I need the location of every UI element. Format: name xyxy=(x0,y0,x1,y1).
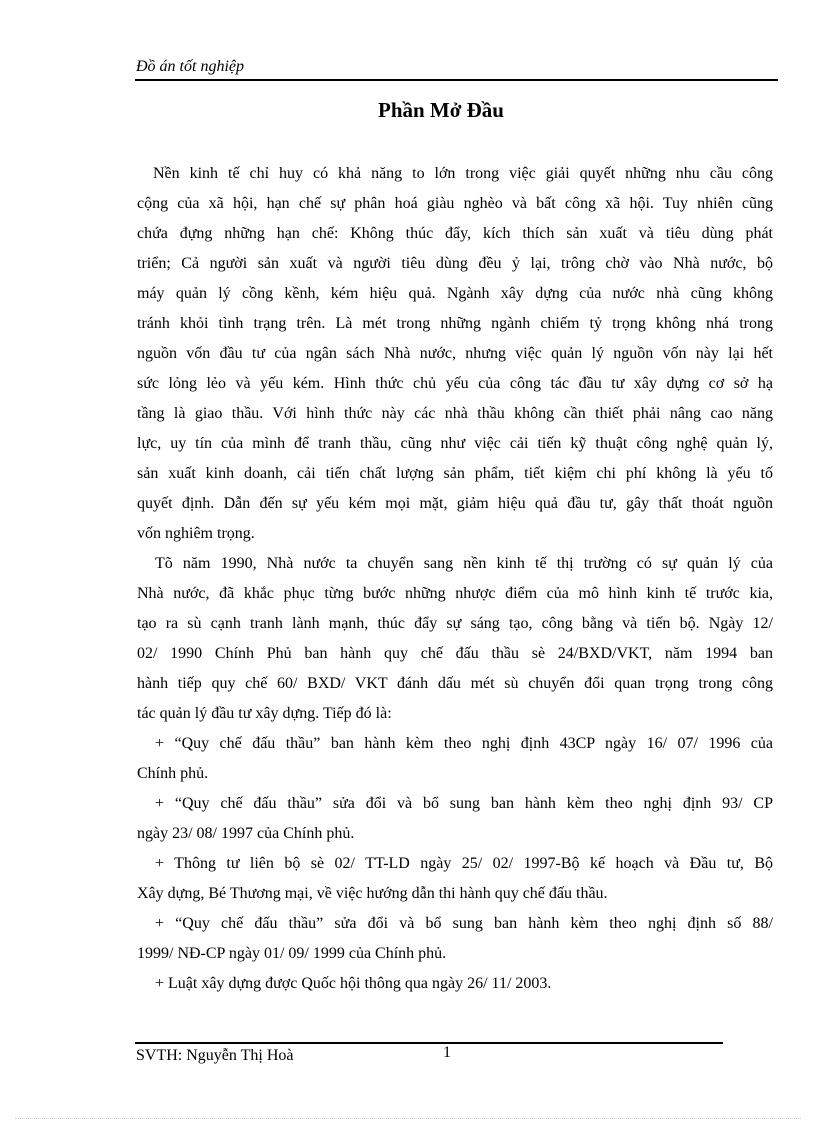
text-line: + “Quy chế đấu thầu” ban hành kèm theo nghị định 43CP ngày 16/ 07/ 1996 của xyxy=(155,735,773,752)
text-line: Tõ năm 1990, Nhà nước ta chuyển sang nền kinh tế thị trường có sự quản lý của xyxy=(155,555,773,572)
paragraph xyxy=(137,789,773,849)
text-line: + “Quy chế đấu thầu” sửa đổi và bổ sung ban hành kèm theo nghị định số 88/ xyxy=(155,915,773,932)
text-line: tầng là giao thầu. Với hình thức này các nhà thầu không cần thiết phải nâng cao năng xyxy=(137,405,773,422)
text-line: triển; Cả người sản xuất và người tiêu dùng đều ỷ lại, trông chờ vào Nhà nước, bộ xyxy=(137,255,773,272)
text-line: Nhà nước, đã khắc phục từng bước những nhược điểm của mô hình kinh tế trước kia, xyxy=(137,585,773,602)
paragraph xyxy=(137,729,773,789)
paragraph xyxy=(137,969,773,999)
running-header: Đồ án tốt nghiệp xyxy=(136,58,244,75)
text-line: hành tiếp quy chế 60/ BXD/ VKT đánh dấu mét sù chuyển đổi quan trọng trong công xyxy=(137,675,773,692)
text-line: ngày 23/ 08/ 1997 của Chính phủ. xyxy=(137,825,355,842)
text-line: nguồn vốn đầu tư của ngân sách Nhà nước, nhưng việc quản lý nguồn vốn này lại hết xyxy=(137,345,773,362)
text-line: 02/ 1990 Chính Phủ ban hành quy chế đấu thầu sè 24/BXD/VKT, năm 1994 ban xyxy=(137,645,773,662)
page-title: Phần Mở Đầu xyxy=(378,98,504,122)
paragraph xyxy=(137,909,773,969)
text-line: chứa đựng những hạn chế: Không thúc đẩy, kích thích sản xuất và tiêu dùng phát xyxy=(137,225,773,242)
text-line: cộng của xã hội, hạn chế sự phân hoá giàu nghèo và bất công xã hội. Tuy nhiên cũng xyxy=(137,195,773,212)
text-line: sản xuất kinh doanh, cải tiến chất lượng sản phẩm, tiết kiệm chi phí không là yếu tố xyxy=(137,465,773,482)
footer-rule xyxy=(135,1042,723,1044)
text-line: quyết định. Dẫn đến sự yếu kém mọi mặt, giảm hiệu quả đầu tư, gây thất thoát nguồn xyxy=(137,495,773,512)
text-line: + Luật xây dựng được Quốc hội thông qua ngày 26/ 11/ 2003. xyxy=(155,975,552,992)
text-line: tạo ra sù cạnh tranh lành mạnh, thúc đẩy sự sáng tạo, công bằng và tiến bộ. Ngày 12/ xyxy=(137,615,773,632)
paragraph xyxy=(137,159,773,549)
paragraph xyxy=(137,549,773,729)
document-body xyxy=(137,159,773,999)
text-line: + Thông tư liên bộ sè 02/ TT-LD ngày 25/ 02/ 1997-Bộ kế hoạch và Đầu tư, Bộ xyxy=(155,855,773,872)
text-line: lực, uy tín của mình để tranh thầu, cũng như việc cải tiến kỹ thuật công nghệ quản lý, xyxy=(137,435,773,452)
page-edge xyxy=(15,1118,801,1119)
text-line: tác quản lý đầu tư xây dựng. Tiếp đó là: xyxy=(137,705,392,722)
text-line: máy quản lý cồng kềnh, kém hiệu quả. Ngành xây dựng của nước nhà cũng không xyxy=(137,285,773,302)
text-line: tránh khỏi tình trạng trên. Là mét trong những ngành chiếm tỷ trọng không nhá trong xyxy=(137,315,773,332)
paragraph xyxy=(137,849,773,909)
text-line: + “Quy chế đấu thầu” sửa đổi và bổ sung ban hành kèm theo nghị định 93/ CP xyxy=(155,795,773,812)
text-line: sức lỏng lẻo và yếu kém. Hình thức chủ yếu của công tác đầu tư xây dựng cơ sở hạ xyxy=(137,375,773,392)
text-line: 1999/ NĐ-CP ngày 01/ 09/ 1999 của Chính phủ. xyxy=(137,945,447,962)
text-line: Chính phủ. xyxy=(137,765,209,782)
text-line: vốn nghiêm trọng. xyxy=(137,525,255,542)
text-line: Xây dựng, Bé Thương mại, về việc hướng dẫn thi hành quy chế đấu thầu. xyxy=(137,885,608,902)
page-number: 1 xyxy=(443,1044,451,1061)
text-line: Nền kinh tế chỉ huy có khả năng to lớn trong việc giải quyết những nhu cầu công xyxy=(153,165,773,182)
footer-author: SVTH: Nguyễn Thị Hoà xyxy=(136,1047,294,1064)
header-rule xyxy=(135,79,778,81)
